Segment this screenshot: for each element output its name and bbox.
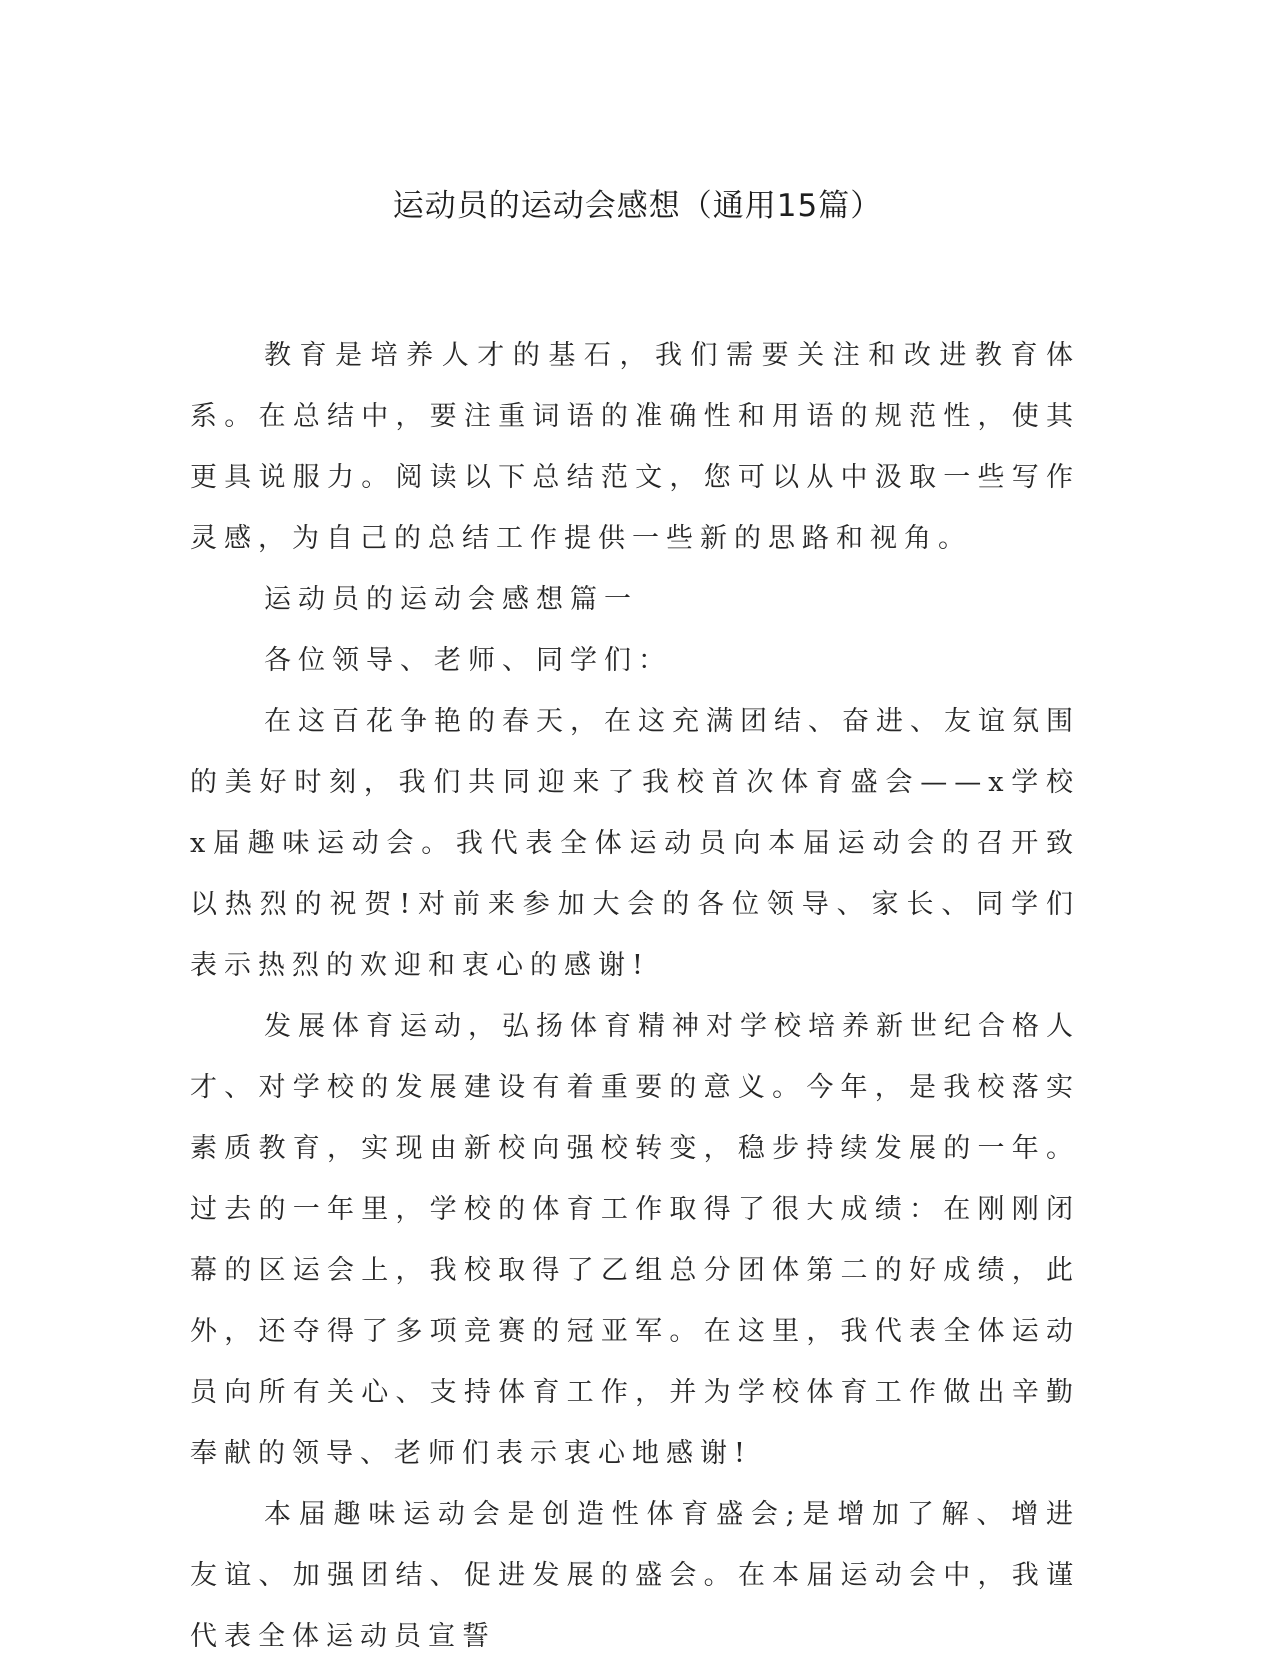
body-paragraph: 在这百花争艳的春天，在这充满团结、奋进、友谊氛围的美好时刻，我们共同迎来了我校首次体育盛会——x学校x届趣味运动会。我代表全体运动员向本届运动会的召开致以热烈的祝贺!对前来参加大会的各位领导、家长、同学们表示热烈的欢迎和衷心的感谢! xyxy=(190,706,1080,981)
salutation: 各位领导、老师、同学们： xyxy=(264,645,672,676)
intro-paragraph: 教育是培养人才的基石，我们需要关注和改进教育体系。在总结中，要注重词语的准确性和用语的规范性，使其更具说服力。阅读以下总结范文，您可以从中汲取一些写作灵感，为自己的总结工作提供一些新的思路和视角。 xyxy=(190,340,1080,554)
document-title: 运动员的运动会感想（通用15篇） xyxy=(392,188,883,224)
section-heading: 运动员的运动会感想篇一 xyxy=(264,584,638,615)
body-paragraph: 本届趣味运动会是创造性体育盛会;是增加了解、增进友谊、加强团结、促进发展的盛会。在本届运动会中，我谨代表全体运动员宣誓 xyxy=(190,1499,1080,1652)
body-paragraph: 发展体育运动，弘扬体育精神对学校培养新世纪合格人才、对学校的发展建设有着重要的意义。今年，是我校落实素质教育，实现由新校向强校转变，稳步持续发展的一年。过去的一年里，学校的体育工作取得了很大成绩：在刚刚闭幕的区运会上，我校取得了乙组总分团体第二的好成绩，此外，还夺得了多项竞赛的冠亚军。在这里，我代表全体运动员向所有关心、支持体育工作，并为学校体育工作做出辛勤奉献的领导、老师们表示衷心地感谢! xyxy=(190,1011,1080,1469)
document-body xyxy=(190,325,1080,1667)
